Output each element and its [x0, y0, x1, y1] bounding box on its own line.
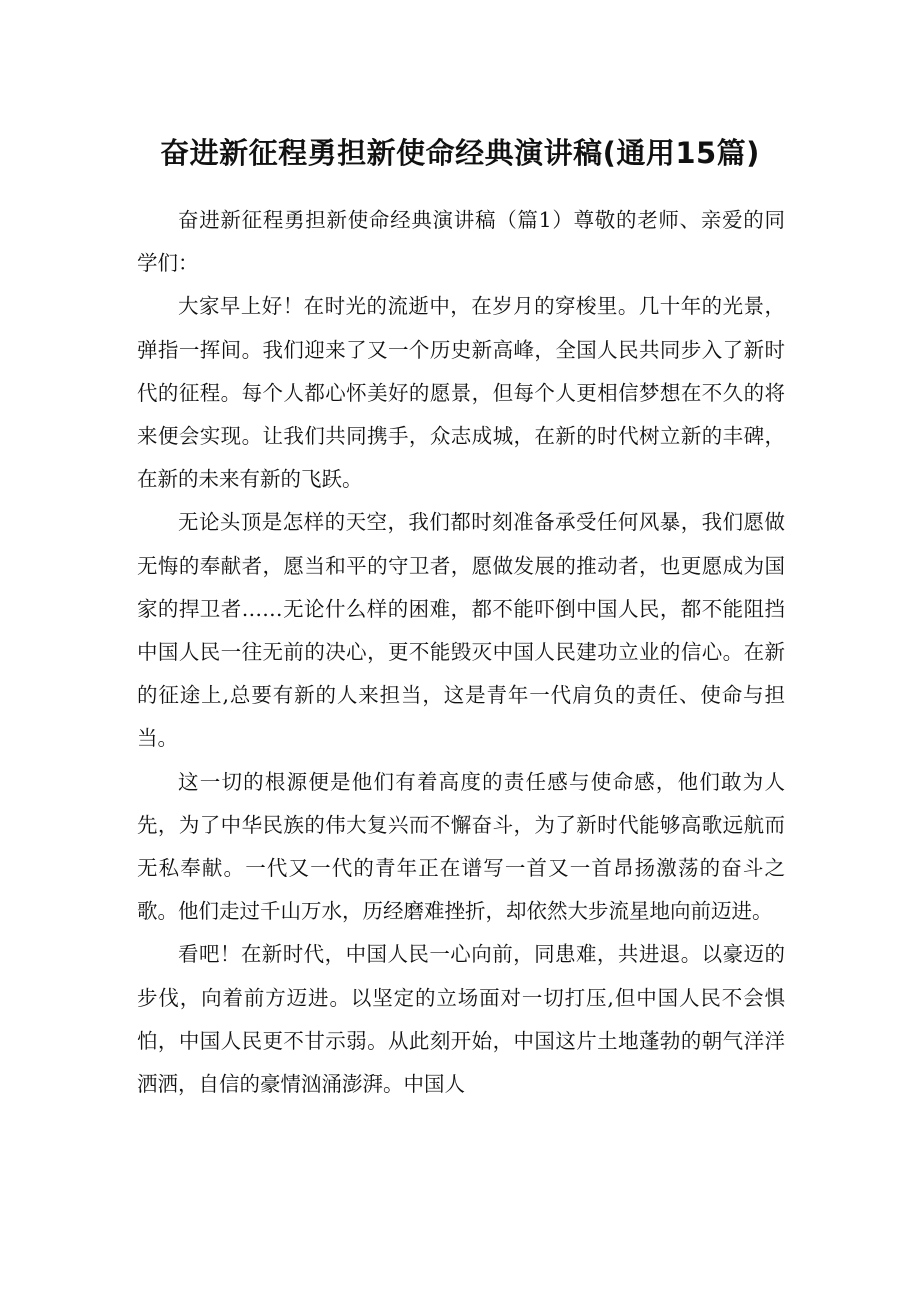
document-body: [137, 199, 785, 1106]
paragraph-3: 无论头顶是怎样的天空，我们都时刻准备承受任何风暴，我们愿做无悔的奉献者，愿当和平的守卫者，愿做发展的推动者，也更愿成为国家的捍卫者……无论什么样的困难，都不能吓倒中国人民，都不能阻挡中国人民一往无前的决心，更不能毁灭中国人民建功立业的信心。在新的征途上,总要有新的人来担当，这是青年一代肩负的责任、使命与担当。: [137, 510, 785, 751]
paragraph-4: 这一切的根源便是他们有着高度的责任感与使命感，他们敢为人先，为了中华民族的伟大复兴而不懈奋斗，为了新时代能够高歌远航而无私奉献。一代又一代的青年正在谱写一首又一首昂扬激荡的奋斗之歌。他们走过千山万水，历经磨难挫折，却依然大步流星地向前迈进。: [137, 769, 785, 924]
document-title: 奋进新征程勇担新使命经典演讲稿(通用15篇): [160, 136, 760, 171]
paragraph-2: 大家早上好！在时光的流逝中，在岁月的穿梭里。几十年的光景，弹指一挥间。我们迎来了又一个历史新高峰，全国人民共同步入了新时代的征程。每个人都心怀美好的愿景，但每个人更相信梦想在不久的将来便会实现。让我们共同携手，众志成城，在新的时代树立新的丰碑，在新的未来有新的飞跃。: [137, 294, 785, 492]
paragraph-5: 看吧！在新时代，中国人民一心向前，同患难，共进退。以豪迈的步伐，向着前方迈进。以坚定的立场面对一切打压,但中国人民不会惧怕，中国人民更不甘示弱。从此刻开始，中国这片土地蓬勃的朝气洋洋洒洒，自信的豪情汹涌澎湃。中国人: [137, 942, 785, 1097]
paragraph-1: 奋进新征程勇担新使命经典演讲稿（篇1）尊敬的老师、亲爱的同学们：: [137, 208, 785, 276]
